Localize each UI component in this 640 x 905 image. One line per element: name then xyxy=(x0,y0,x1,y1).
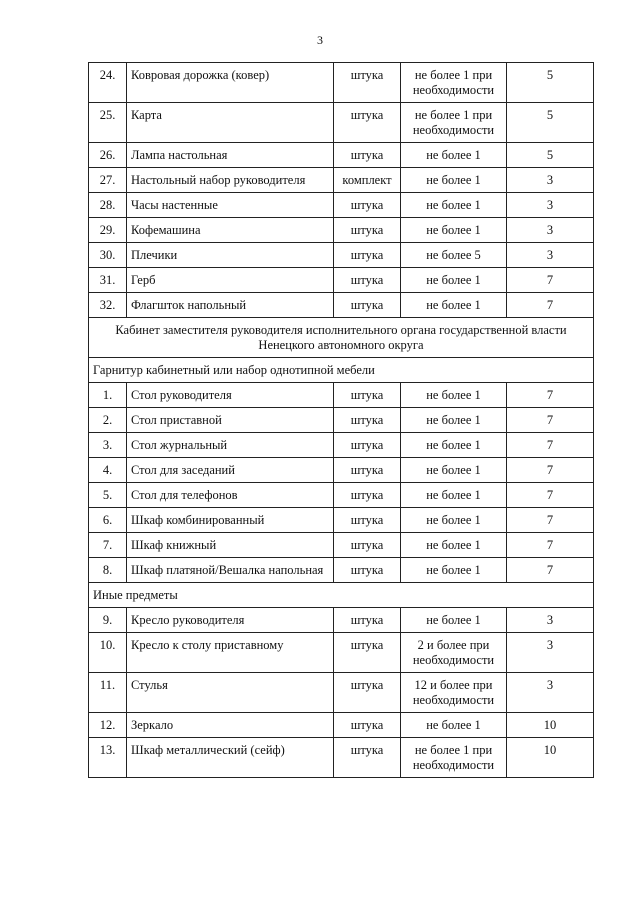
item-name: Стол приставной xyxy=(127,408,334,433)
item-unit: комплект xyxy=(334,168,401,193)
item-quantity: не более 1 xyxy=(401,508,507,533)
item-service-years: 3 xyxy=(507,193,594,218)
item-service-years: 10 xyxy=(507,738,594,778)
item-name: Зеркало xyxy=(127,713,334,738)
item-name: Лампа настольная xyxy=(127,143,334,168)
item-name: Настольный набор руководителя xyxy=(127,168,334,193)
row-number: 6. xyxy=(89,508,127,533)
item-service-years: 7 xyxy=(507,558,594,583)
table-row xyxy=(89,508,594,533)
furniture-norms-table xyxy=(88,62,594,778)
item-unit: штука xyxy=(334,558,401,583)
table-row xyxy=(89,738,594,778)
row-number: 11. xyxy=(89,673,127,713)
row-number: 13. xyxy=(89,738,127,778)
item-service-years: 7 xyxy=(507,533,594,558)
item-unit: штука xyxy=(334,608,401,633)
item-unit: штука xyxy=(334,508,401,533)
page-number: 3 xyxy=(317,33,323,47)
item-service-years: 7 xyxy=(507,408,594,433)
item-service-years: 7 xyxy=(507,433,594,458)
item-quantity: не более 1 xyxy=(401,713,507,738)
item-unit: штука xyxy=(334,458,401,483)
table-row xyxy=(89,408,594,433)
item-quantity: не более 1 xyxy=(401,433,507,458)
item-quantity: не более 1 xyxy=(401,193,507,218)
item-quantity: не более 1 xyxy=(401,168,507,193)
item-service-years: 7 xyxy=(507,383,594,408)
table-row xyxy=(89,673,594,713)
item-name: Кресло к столу приставному xyxy=(127,633,334,673)
table-row xyxy=(89,143,594,168)
table-row xyxy=(89,383,594,408)
item-service-years: 5 xyxy=(507,63,594,103)
item-service-years: 3 xyxy=(507,673,594,713)
item-name: Часы настенные xyxy=(127,193,334,218)
item-quantity: не более 1 xyxy=(401,218,507,243)
row-number: 8. xyxy=(89,558,127,583)
group-title: Иные предметы xyxy=(89,583,594,608)
item-service-years: 5 xyxy=(507,143,594,168)
row-number: 27. xyxy=(89,168,127,193)
item-name: Плечики xyxy=(127,243,334,268)
item-service-years: 3 xyxy=(507,608,594,633)
item-unit: штука xyxy=(334,293,401,318)
item-quantity: 12 и более при необходимости xyxy=(401,673,507,713)
table-row xyxy=(89,293,594,318)
table-row xyxy=(89,633,594,673)
item-service-years: 7 xyxy=(507,293,594,318)
row-number: 12. xyxy=(89,713,127,738)
item-unit: штука xyxy=(334,268,401,293)
item-unit: штука xyxy=(334,193,401,218)
table-row xyxy=(89,218,594,243)
row-number: 2. xyxy=(89,408,127,433)
item-quantity: не более 1 при необходимости xyxy=(401,738,507,778)
item-service-years: 7 xyxy=(507,483,594,508)
item-quantity: не более 1 xyxy=(401,143,507,168)
row-number: 5. xyxy=(89,483,127,508)
group-title: Гарнитур кабинетный или набор однотипной мебели xyxy=(89,358,594,383)
row-number: 7. xyxy=(89,533,127,558)
table-row xyxy=(89,243,594,268)
item-unit: штука xyxy=(334,713,401,738)
item-name: Карта xyxy=(127,103,334,143)
row-number: 31. xyxy=(89,268,127,293)
row-number: 29. xyxy=(89,218,127,243)
item-quantity: не более 1 xyxy=(401,408,507,433)
group-title-row xyxy=(89,358,594,383)
table-row xyxy=(89,168,594,193)
item-unit: штука xyxy=(334,218,401,243)
section-title-row xyxy=(89,318,594,358)
item-name: Герб xyxy=(127,268,334,293)
item-name: Стол журнальный xyxy=(127,433,334,458)
item-service-years: 3 xyxy=(507,168,594,193)
row-number: 10. xyxy=(89,633,127,673)
item-unit: штука xyxy=(334,408,401,433)
item-quantity: не более 1 xyxy=(401,293,507,318)
item-name: Кресло руководителя xyxy=(127,608,334,633)
item-quantity: не более 1 xyxy=(401,383,507,408)
item-quantity: не более 5 xyxy=(401,243,507,268)
table-row xyxy=(89,193,594,218)
table-row xyxy=(89,63,594,103)
item-quantity: не более 1 xyxy=(401,533,507,558)
item-service-years: 10 xyxy=(507,713,594,738)
table-row xyxy=(89,103,594,143)
item-unit: штука xyxy=(334,243,401,268)
item-service-years: 7 xyxy=(507,268,594,293)
item-service-years: 7 xyxy=(507,508,594,533)
table-row xyxy=(89,268,594,293)
item-quantity: не более 1 xyxy=(401,608,507,633)
item-name: Стол руководителя xyxy=(127,383,334,408)
item-service-years: 3 xyxy=(507,243,594,268)
item-name: Стол для телефонов xyxy=(127,483,334,508)
item-quantity: не более 1 xyxy=(401,268,507,293)
item-unit: штука xyxy=(334,673,401,713)
item-name: Флагшток напольный xyxy=(127,293,334,318)
row-number: 28. xyxy=(89,193,127,218)
item-service-years: 3 xyxy=(507,218,594,243)
table-row xyxy=(89,458,594,483)
row-number: 24. xyxy=(89,63,127,103)
row-number: 26. xyxy=(89,143,127,168)
item-unit: штука xyxy=(334,483,401,508)
table-row xyxy=(89,483,594,508)
item-unit: штука xyxy=(334,143,401,168)
section-title: Кабинет заместителя руководителя исполнительного органа государственной власти Ненецкого автономного округа xyxy=(89,318,594,358)
row-number: 4. xyxy=(89,458,127,483)
row-number: 3. xyxy=(89,433,127,458)
table-row xyxy=(89,608,594,633)
item-unit: штука xyxy=(334,383,401,408)
item-name: Шкаф металлический (сейф) xyxy=(127,738,334,778)
item-name: Шкаф книжный xyxy=(127,533,334,558)
table-row xyxy=(89,713,594,738)
item-name: Шкаф платяной/Вешалка напольная xyxy=(127,558,334,583)
item-service-years: 7 xyxy=(507,458,594,483)
item-name: Кофемашина xyxy=(127,218,334,243)
item-unit: штука xyxy=(334,738,401,778)
item-name: Ковровая дорожка (ковер) xyxy=(127,63,334,103)
item-quantity: не более 1 при необходимости xyxy=(401,103,507,143)
item-unit: штука xyxy=(334,63,401,103)
item-unit: штука xyxy=(334,533,401,558)
item-quantity: не более 1 xyxy=(401,458,507,483)
item-quantity: не более 1 xyxy=(401,483,507,508)
row-number: 9. xyxy=(89,608,127,633)
table-row xyxy=(89,433,594,458)
item-quantity: не более 1 xyxy=(401,558,507,583)
group-title-row xyxy=(89,583,594,608)
item-quantity: 2 и более при необходимости xyxy=(401,633,507,673)
item-name: Стулья xyxy=(127,673,334,713)
item-name: Стол для заседаний xyxy=(127,458,334,483)
table-row xyxy=(89,558,594,583)
row-number: 25. xyxy=(89,103,127,143)
item-unit: штука xyxy=(334,633,401,673)
item-unit: штука xyxy=(334,433,401,458)
item-service-years: 3 xyxy=(507,633,594,673)
table-row xyxy=(89,533,594,558)
row-number: 30. xyxy=(89,243,127,268)
row-number: 1. xyxy=(89,383,127,408)
item-service-years: 5 xyxy=(507,103,594,143)
item-name: Шкаф комбинированный xyxy=(127,508,334,533)
row-number: 32. xyxy=(89,293,127,318)
item-quantity: не более 1 при необходимости xyxy=(401,63,507,103)
item-unit: штука xyxy=(334,103,401,143)
